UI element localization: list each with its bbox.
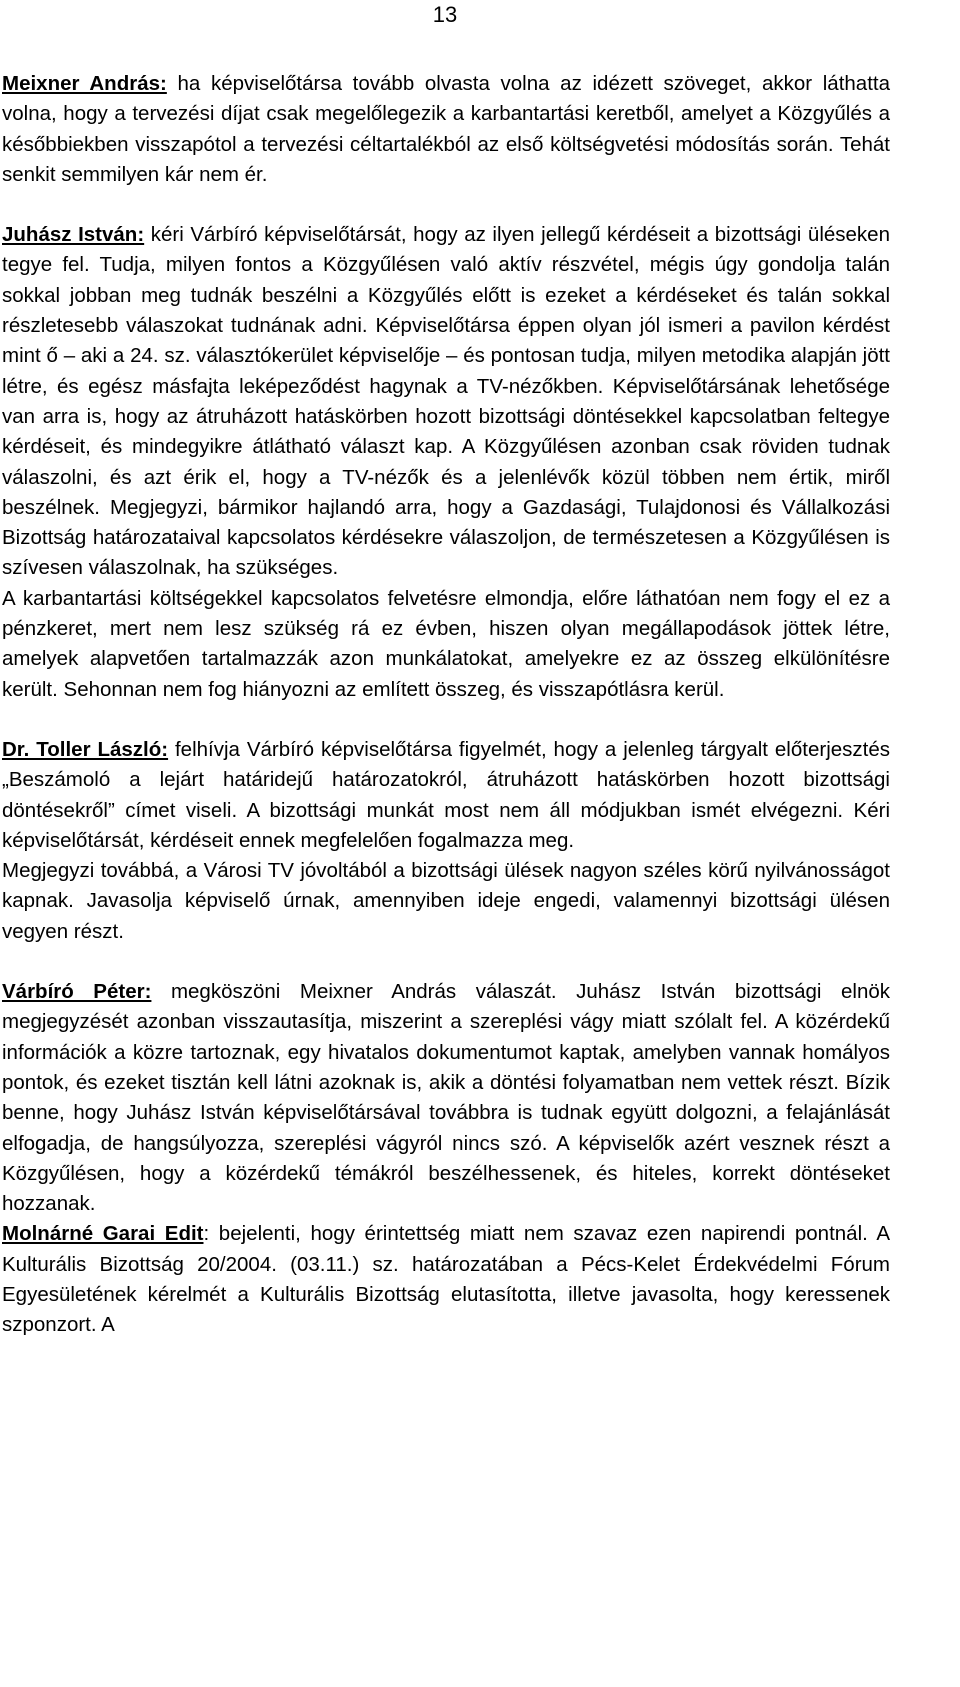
paragraph-text: ha képviselőtársa tovább olvasta volna az idézett szöveget, akkor láthatta volna, hogy a tervezési díjat csak megelőlegezik a karbantartási keretből, amelyet a Közgyűlés a későbbiekben visszapótol a tervezési céltartalékból az első költségvetési módosítás során. Tehát senkit semmilyen kár nem ér. — [2, 72, 890, 186]
document-body — [2, 69, 890, 1341]
paragraph-juhasz-continued — [2, 584, 890, 705]
paragraph-varbiro — [2, 977, 890, 1219]
paragraph-juhasz — [2, 220, 890, 584]
paragraph-molnarne — [2, 1219, 890, 1340]
speaker-name: Molnárné Garai Edit — [2, 1222, 204, 1246]
paragraph-text: A karbantartási költségekkel kapcsolatos felvetésre elmondja, előre láthatóan nem fogy el ez a pénzkeret, mert nem lesz szükség rá ez évben, hiszen olyan megállapodások jöttek létre, amelyek alapvetően tartalmazzák azon munkálatokat, amelyekre ez az összeg elkülönítésre került. Sehonnan nem fog hiányozni az említett összeg, és visszapótlásra kerül. — [2, 586, 890, 701]
paragraph-toller — [2, 735, 890, 856]
speaker-name: Meixner András: — [2, 72, 167, 95]
paragraph-text: Megjegyzi továbbá, a Városi TV jóvoltából a bizottsági ülések nagyon széles körű nyilvánosságot kapnak. Javasolja képviselő úrnak, amennyiben ideje engedi, valamennyi bizottsági ülésen vegyen részt. — [2, 859, 890, 943]
speaker-name: Várbíró Péter: — [2, 980, 152, 1004]
page-number: 13 — [432, 2, 458, 27]
paragraph-text: felhívja Várbíró képviselőtársa figyelmét, hogy a jelenleg tárgyalt előterjesztés „Beszámoló a lejárt határidejű határozatokról, átruházott hatáskörben hozott bizottsági döntésekről” címet viseli. A bizottsági munkát most nem áll módjukban ismét elvégezni. Kéri képviselőtársát, kérdéseit ennek megfelelően fogalmazza meg. — [2, 737, 890, 852]
paragraph-text: : bejelenti, hogy érintettség miatt nem szavaz ezen napirendi pontnál. A Kulturális Bizottság 20/2004. (03.11.) sz. határozatában a Pécs-Kelet Érdekvédelmi Fórum Egyesületének kérelmét a Kulturális Bizottság elutasította, illetve javasolta, hogy keressenek szponzort. A — [2, 1222, 890, 1337]
speaker-name: Dr. Toller László: — [2, 737, 169, 761]
paragraph-toller-continued — [2, 856, 890, 947]
paragraph-text: megköszöni Meixner András válaszát. Juhász István bizottsági elnök megjegyzését azonban visszautasítja, miszerint a szereplési vágy miatt szólalt fel. A közérdekű információk a közre tartoznak, egy hivatalos dokumentumot kaptak, amelyben vannak homályos pontok, és ezeket tisztán kell látni azoknak is, akik a döntési folyamatban nem vettek részt. Bízik benne, hogy Juhász István képviselőtársával továbbra is tudnak együtt dolgozni, a felajánlását elfogadja, de hangsúlyozza, szereplési vágyról nincs szó. A képviselők azért vesznek részt a Közgyűlésen, hogy a közérdekű témákról beszélhessenek, és hiteles, korrekt döntéseket hozzanak. — [2, 980, 891, 1216]
paragraph-text: kéri Várbíró képviselőtársát, hogy az ilyen jellegű kérdéseit a bizottsági üléseken tegye fel. Tudja, milyen fontos a Közgyűlésen való aktív részvétel, mégis úgy gondolja talán sokkal jobban meg tudnák beszélni a Közgyűlés előtt is ezeket a kérdéseket és talán sokkal részletesebb válaszokat tudnának adni. Képviselőtársa éppen olyan jól ismeri a pavilon kérdést mint ő – aki a 24. sz. választókerület képviselője – és pontosan tudja, milyen metodika alapján jött létre, és egész másfajta leképeződést hagynak a TV-nézőkben. Képviselőtársának lehetősége van arra is, hogy az átruházott hatáskörben hozott bizottsági döntésekkel kapcsolatban feltegye kérdéseit, és mindegyikre átlátható választ kap. A Közgyűlésen azonban csak röviden tudnak válaszolni, és azt érik el, hogy a TV-nézők és a jelenlévők közül többen nem értik, miről beszélnek. Megjegyzi, bármikor hajlandó arra, hogy a Gazdasági, Tulajdonosi és Vállalkozási Bizottság határozataival kapcsolatos kérdésekre válaszoljon, de természetesen a Közgyűlésen is szívesen válaszolnak, ha szükséges. — [2, 223, 890, 580]
speaker-name: Juhász István: — [2, 223, 145, 247]
paragraph-meixner — [2, 69, 890, 190]
